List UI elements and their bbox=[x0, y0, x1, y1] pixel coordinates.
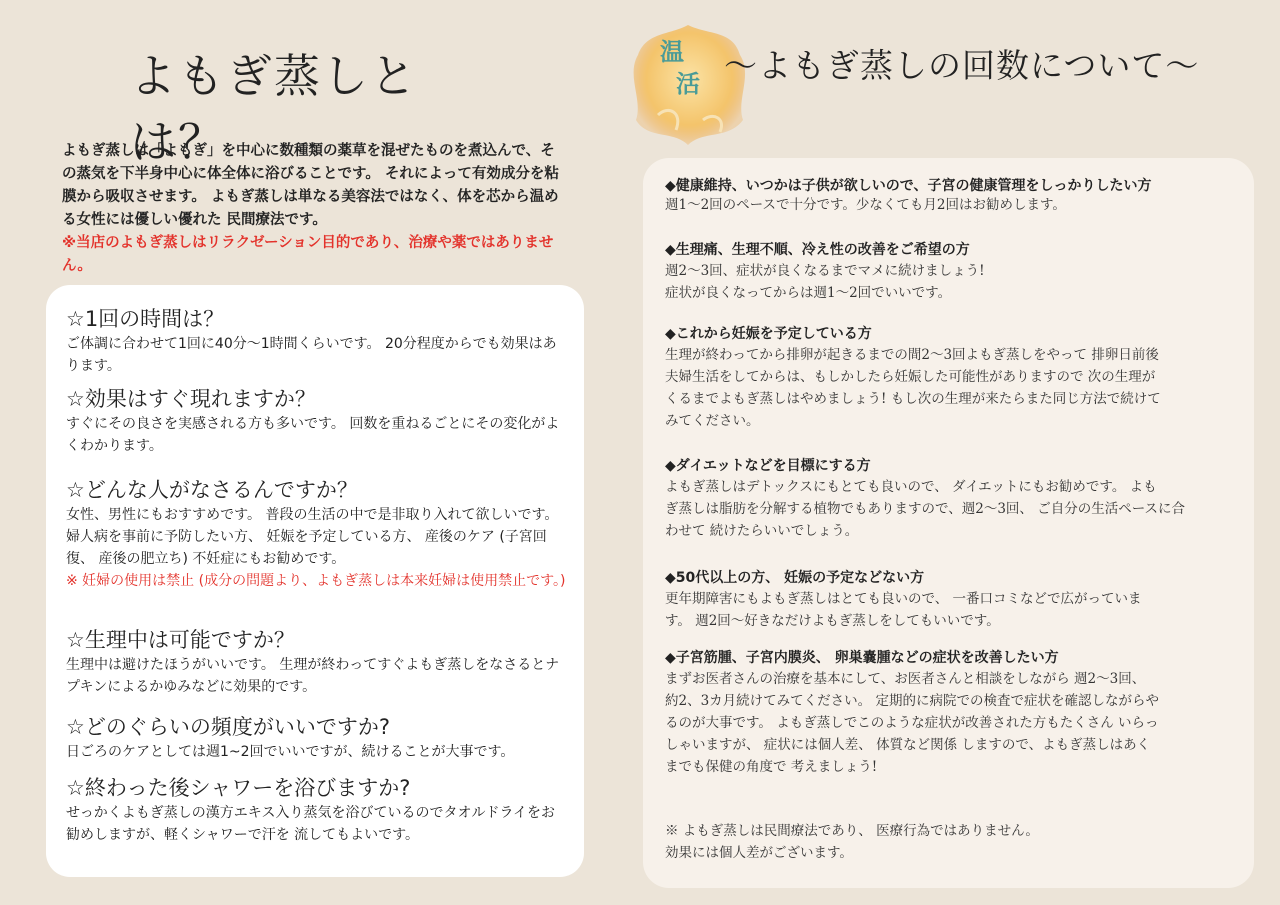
intro-text: よもぎ蒸しは「よもぎ」を中心に数種類の薬草を混ぜたものを煮込んで、その蒸気を下半身中心に体全体に浴びることです。 それによって有効成分を粘膜から吸収させます。 よもぎ蒸しは単なる美容法ではなく、体を芯から温める女性には優しい優れた 民間療法です。 bbox=[62, 143, 559, 228]
section-line: みてください。 bbox=[665, 413, 760, 429]
faq-question: ☆生理中は可能ですか？ bbox=[66, 628, 295, 652]
faq-item bbox=[66, 305, 566, 377]
faq-item bbox=[66, 713, 566, 763]
faq-question: ☆どのぐらいの頻度がいいですか? bbox=[66, 715, 390, 739]
section-heading: ◆子宮筋腫、子宮内膜炎、 卵巣嚢腫などの症状を改善したい方 bbox=[665, 650, 1059, 666]
faq-item bbox=[66, 385, 566, 457]
section-line: るのが大事です。 よもぎ蒸しでこのような症状が改善された方もたくさん いらっ bbox=[665, 715, 1159, 731]
faq-warning: ※ 妊婦の使用は禁止 (成分の問題より、よもぎ蒸しは本来妊婦は使用禁止です。) bbox=[66, 573, 566, 589]
section-line: 症状が良くなってからは週1～2回でいいです。 bbox=[665, 285, 952, 301]
left-page-title: よもぎ蒸しとは？ bbox=[130, 49, 418, 169]
section-line: 更年期障害にもよもぎ蒸しはとても良いので、 一番口コミなどで広がっていま bbox=[665, 591, 1142, 607]
badge-top-char: 温 bbox=[660, 37, 684, 66]
section-line: しゃいますが、 症状には個人差、 体質など関係 しますので、よもぎ蒸しはあく bbox=[665, 737, 1151, 753]
section-heading: ◆50代以上の方、 妊娠の予定などない方 bbox=[665, 570, 925, 586]
faq-answer: すぐにその良さを実感される方も多いです。 回数を重ねるごとにその変化がよくわかります。 bbox=[66, 416, 560, 454]
right-page-title: ～よもぎ蒸しの回数について～ bbox=[724, 46, 1200, 85]
frequency-section bbox=[665, 324, 1240, 432]
faq-item bbox=[66, 774, 566, 846]
frequency-section bbox=[665, 456, 1240, 542]
footnote-line: ※ よもぎ蒸しは民間療法であり、 医療行為ではありません。 bbox=[665, 823, 1039, 839]
faq-question: ☆どんな人がなさるんですか？ bbox=[66, 478, 358, 502]
footnote-line: 効果には個人差がございます。 bbox=[665, 845, 853, 861]
section-heading: ◆健康維持、いつかは子供が欲しいので、子宮の健康管理をしっかりしたい方 bbox=[665, 178, 1152, 194]
section-line: まずお医者さんの治療を基本にして、お医者さんと相談をしながら 週2～3回、 bbox=[665, 671, 1146, 687]
frequency-section bbox=[665, 568, 1240, 632]
intro-note: ※当店のよもぎ蒸しはリラクゼーション目的であり、治療や薬ではありません。 bbox=[62, 235, 554, 274]
frequency-section bbox=[665, 648, 1240, 778]
badge-bottom-char: 活 bbox=[676, 69, 700, 98]
onkatsu-badge bbox=[660, 36, 700, 100]
faq-answer: 女性、男性にもおすすめです。 普段の生活の中で是非取り入れて欲しいです。 婦人病を事前に予防したい方、 妊娠を予定している方、 産後のケア (子宮回復、 産後の肥立ち) 不妊症にもお勧めです。 bbox=[66, 507, 559, 567]
faq-answer: 生理中は避けたほうがいいです。 生理が終わってすぐよもぎ蒸しをなさるとナプキンによるかゆみなどに効果的です。 bbox=[66, 657, 560, 695]
section-line: くるまでよもぎ蒸しはやめましょう! もし次の生理が来たらまた同じ方法で続けて bbox=[665, 391, 1161, 407]
faq-answer: ご体調に合わせて1回に40分～1時間くらいです。 20分程度からでも効果はあります。 bbox=[66, 336, 557, 374]
section-line: ぎ蒸しは脂肪を分解する植物でもありますので、週2～3回、 ご自分の生活ペースに合 bbox=[665, 501, 1186, 517]
faq-item bbox=[66, 626, 566, 698]
section-heading: ◆生理痛、生理不順、冷え性の改善をご希望の方 bbox=[665, 242, 970, 258]
section-line: す。 週2回～好きなだけよもぎ蒸しをしてもいいです。 bbox=[665, 613, 1000, 629]
intro-paragraph bbox=[62, 140, 567, 278]
section-line: 約2、3カ月続けてみてください。 定期的に病院での検査で症状を確認しながらや bbox=[665, 693, 1159, 709]
section-line: わせて 続けたらいいでしょう。 bbox=[665, 523, 859, 539]
section-line: 生理が終わってから排卵が起きるまでの間2～3回よもぎ蒸しをやって 排卵日前後 bbox=[665, 347, 1159, 363]
section-line: よもぎ蒸しはデトックスにもとても良いので、 ダイエットにもお勧めです。 よも bbox=[665, 479, 1157, 495]
section-line: 週2～3回、症状が良くなるまでマメに続けましょう! bbox=[665, 263, 985, 279]
section-line: までも保健の角度で 考えましょう! bbox=[665, 759, 878, 775]
faq-answer: せっかくよもぎ蒸しの漢方エキス入り蒸気を浴びているのでタオルドライをお勧めしますが、軽くシャワーで汗を 流してもよいです。 bbox=[66, 805, 556, 843]
section-line: 夫婦生活をしてからは、もしかしたら妊娠した可能性がありますので 次の生理が bbox=[665, 369, 1156, 385]
faq-question: ☆1回の時間は？ bbox=[66, 307, 225, 331]
frequency-section bbox=[665, 240, 1240, 304]
section-heading: ◆これから妊娠を予定している方 bbox=[665, 326, 872, 342]
frequency-section bbox=[665, 176, 1240, 216]
section-heading: ◆ダイエットなどを目標にする方 bbox=[665, 458, 871, 474]
faq-answer: 日ごろのケアとしては週1~2回でいいですが、続けることが大事です。 bbox=[66, 744, 515, 760]
faq-item bbox=[66, 476, 566, 592]
section-line: 週1～2回のペースで十分です。少なくても月2回はお勧めします。 bbox=[665, 197, 1066, 213]
faq-question: ☆終わった後シャワーを浴びますか? bbox=[66, 776, 411, 800]
disclaimer-footnote bbox=[665, 820, 1240, 864]
faq-question: ☆効果はすぐ現れますか？ bbox=[66, 387, 316, 411]
